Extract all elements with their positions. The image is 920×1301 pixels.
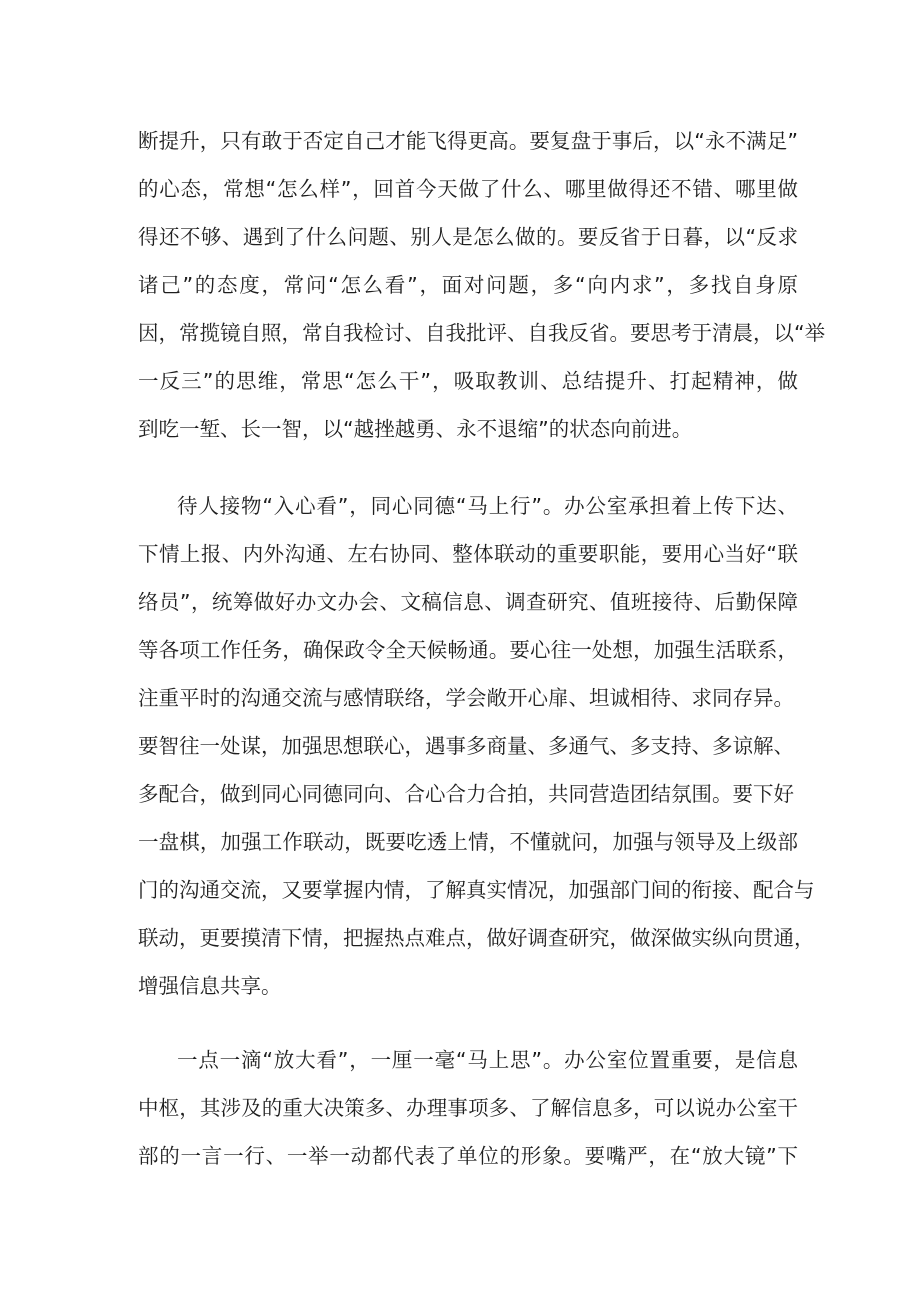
paragraph-2-line-10: 联动，更要摸清下情，把握热点难点，做好调查研究，做深做实纵向贯通，	[138, 926, 815, 950]
paragraph-2-line-7: 多配合，做到同心同德同向、合心合力合拍，共同营造团结氛围。要下好	[138, 782, 794, 806]
paragraph-2-line-4: 等各项工作任务，确保政令全天候畅通。要心往一处想，加强生活联系，	[138, 638, 798, 662]
paragraph-2-line-6: 要智往一处谋，加强思想联心，遇事多商量、多通气、多支持、多谅解、	[138, 734, 794, 758]
paragraph-1-line-3: 得还不够、遇到了什么问题、别人是怎么做的。要反省于日暮，以“反求	[138, 225, 798, 249]
paragraph-3-line-3: 部的一言一行、一举一动都代表了单位的形象。要嘴严，在“放大镜”下	[138, 1144, 798, 1168]
paragraph-2-line-5: 注重平时的沟通交流与感情联络，学会敞开心扉、坦诚相待、求同存异。	[138, 686, 794, 710]
paragraph-3-line-1: 一点一滴“放大看”，一厘一毫“马上思”。办公室位置重要，是信息	[177, 1048, 798, 1072]
paragraph-1-line-4: 诸己”的态度，常问“怎么看”，面对问题，多“向内求”，多找自身原	[138, 273, 798, 297]
paragraph-2-line-8: 一盘棋，加强工作联动，既要吃透上情，不懂就问，加强与领导及上级部	[138, 830, 798, 854]
paragraph-2-line-11: 增强信息共享。	[138, 974, 282, 998]
paragraph-1-line-6: 一反三”的思维，常思“怎么干”，吸取教训、总结提升、打起精神，做	[138, 369, 798, 393]
paragraph-1-line-2: 的心态，常想“怎么样”，回首今天做了什么、哪里做得还不错、哪里做	[138, 177, 798, 201]
paragraph-1-line-1: 断提升，只有敢于否定自己才能飞得更高。要复盘于事后，以“永不满足”	[138, 129, 798, 153]
paragraph-2-line-2: 下情上报、内外沟通、左右协同、整体联动的重要职能，要用心当好“联	[138, 542, 798, 566]
paragraph-1-line-5: 因，常揽镜自照，常自我检讨、自我批评、自我反省。要思考于清晨，以“举	[138, 321, 826, 345]
paragraph-2-line-3: 络员”，统筹做好办文办会、文稿信息、调查研究、值班接待、后勤保障	[138, 590, 798, 614]
paragraph-2-line-9: 门的沟通交流，又要掌握内情，了解真实情况，加强部门间的衔接、配合与	[138, 878, 815, 902]
paragraph-3-line-2: 中枢，其涉及的重大决策多、办理事项多、了解信息多，可以说办公室干	[138, 1096, 798, 1120]
paragraph-2-line-1: 待人接物“入心看”，同心同德“马上行”。办公室承担着上传下达、	[177, 494, 798, 518]
paragraph-1-line-7: 到吃一堑、长一智，以“越挫越勇、永不退缩”的状态向前进。	[138, 417, 693, 441]
